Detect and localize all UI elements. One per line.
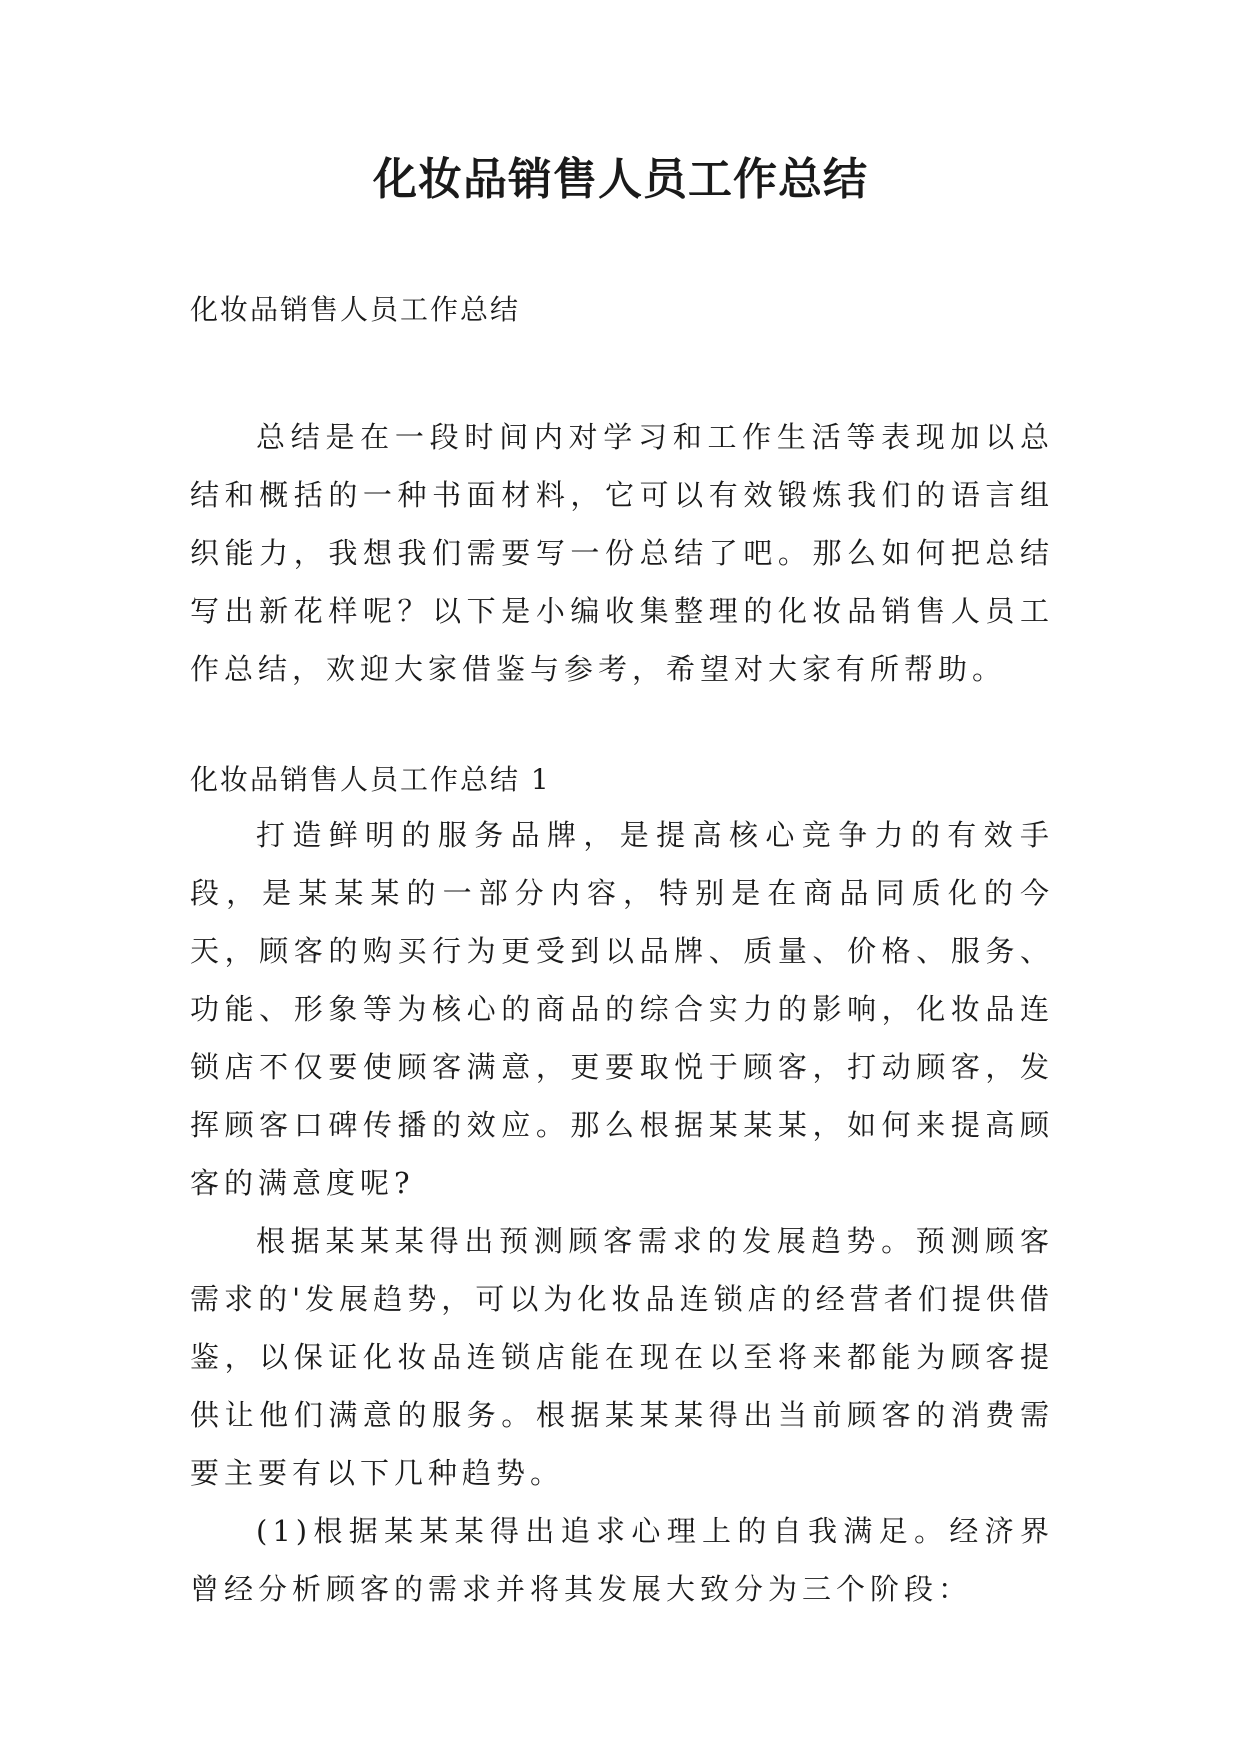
- document-title: 化妆品销售人员工作总结: [373, 154, 868, 205]
- document-body: [190, 290, 1054, 1618]
- body-paragraph: (1)根据某某某得出追求心理上的自我满足。经济界曾经分析顾客的需求并将其发展大致分为三个阶段：: [190, 1514, 1054, 1606]
- body-paragraph: 打造鲜明的服务品牌，是提高核心竞争力的有效手段，是某某某的一部分内容，特别是在商品同质化的今天，顾客的购买行为更受到以品牌、质量、价格、服务、功能、形象等为核心的商品的综合实力的影响，化妆品连锁店不仅要使顾客满意，更要取悦于顾客，打动顾客，发挥顾客口碑传播的效应。那么根据某某某，如何来提高顾客的满意度呢?: [190, 818, 1054, 1200]
- intro-paragraph: 总结是在一段时间内对学习和工作生活等表现加以总结和概括的一种书面材料，它可以有效锻炼我们的语言组织能力，我想我们需要写一份总结了吧。那么如何把总结写出新花样呢？以下是小编收集整理的化妆品销售人员工作总结，欢迎大家借鉴与参考，希望对大家有所帮助。: [190, 420, 1054, 686]
- section-heading: 化妆品销售人员工作总结 1: [190, 763, 551, 796]
- document-subtitle: 化妆品销售人员工作总结: [190, 293, 521, 326]
- body-paragraph: 根据某某某得出预测顾客需求的发展趋势。预测顾客需求的'发展趋势，可以为化妆品连锁店的经营者们提供借鉴，以保证化妆品连锁店能在现在以至将来都能为顾客提供让他们满意的服务。根据某某某得出当前顾客的消费需要主要有以下几种趋势。: [190, 1224, 1054, 1490]
